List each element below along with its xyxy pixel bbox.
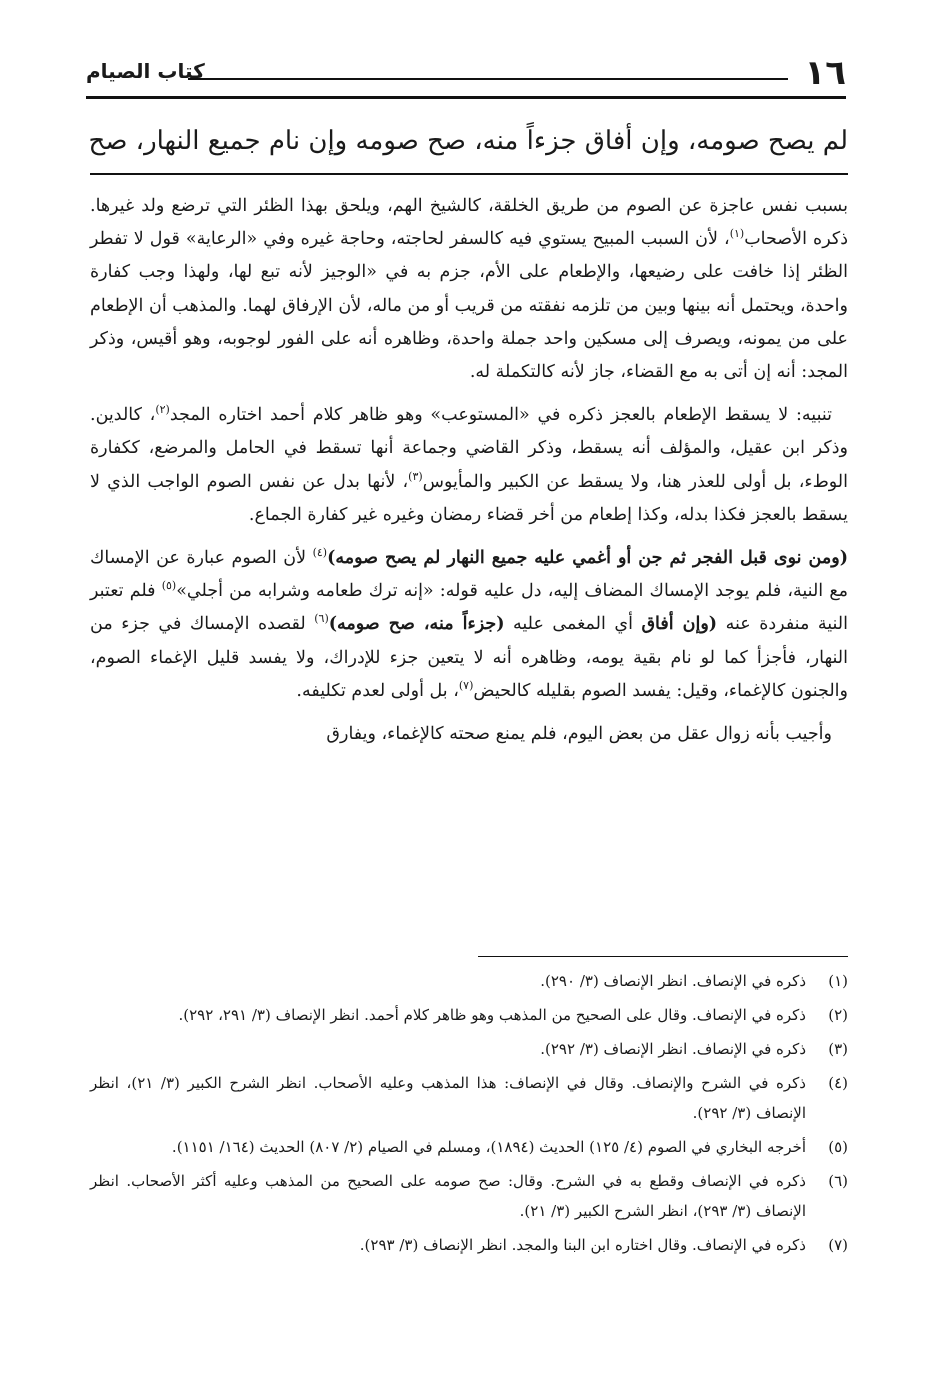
footnote-text: ذكره في الشرح والإنصاف. وقال في الإنصاف: هذا المذهب وعليه الأصحاب. انظر الشرح الكبير (٣/ ٢١)، انظر الإنصاف (٣/ ٢٩٢). (90, 1074, 806, 1122)
paragraph-3 (90, 542, 848, 708)
footnotes (90, 966, 848, 1264)
footnote-text: ذكره في الإنصاف. انظر الإنصاف (٣/ ٢٩٠). (540, 972, 806, 990)
paragraph-text: وأجيب بأنه زوال عقل من بعض اليوم، فلم يمنع صحته كالإغماء، ويفارق (326, 724, 832, 745)
paragraph-4 (90, 718, 848, 751)
footnote-ref[interactable]: (٢) (155, 403, 170, 417)
footnote-number: (٦) (828, 1172, 848, 1190)
footnote-item (90, 1230, 848, 1260)
paragraph-text: لأن الصوم عبارة عن الإمساك مع النية، فلم يوجد الإمساك المضاف إليه، دل عليه قوله: «إنه ترك طعامه وشرابه من أجلي» (90, 548, 849, 602)
matn-quote-bold: (جزءاً منه، صح صومه) (328, 614, 505, 635)
matn-quoted-line: لم يصح صومه، وإن أفاق جزءاً منه، صح صومه وإن نام جميع النهار، صح (88, 126, 848, 156)
paragraph-text: لقصده الإمساك في جزء من النهار، فأجزأ كما لو نام بقية يومه، وظاهره أنه لا يتعين جزء للإدراك، ولا يفسد قليل الإغماء الصوم، والجنون كالإغماء، وقيل: يفسد الصوم بقليله كالحيض (90, 614, 848, 701)
book-title: كتاب الصيام (86, 59, 205, 83)
footnote-item (90, 1068, 848, 1128)
footnote-number: (٣) (828, 1040, 848, 1058)
footnote-ref[interactable]: (٧) (458, 679, 474, 693)
paragraph-text: ، لأن السبب المبيح يستوي فيه كالسفر لحاجته، وحاجة غيره وفي «الرعاية» قول لا تفطر الظئر إذا خافت على رضيعها، والإطعام على الأم، جزم به في «الوجيز لأنه تبع لها، ولهذا وجب كفارة واحدة، ويحتمل أنه بينها وبين من تلزمه نفقته من قريب أو من ماله، لأن الإرفاق لهما. والمذهب أن الإطعام على من يمونه، ويصرف إلى مسكين واحد جملة واحدة، وظاهره أنه على الفور لوجوبه، وهو أقيس، وذكر المجد: أنه إن أتى به مع القضاء، جاز لأنه كالتكملة له. (90, 229, 848, 383)
footnote-item (90, 1000, 848, 1030)
footnote-text: ذكره في الإنصاف. وقال على الصحيح من المذهب وهو ظاهر كلام أحمد. انظر الإنصاف (٣/ ٢٩١، ٢٩٢). (178, 1006, 806, 1024)
header-title-rule (188, 78, 788, 80)
footnote-ref[interactable]: (٦) (314, 612, 329, 626)
footnote-divider (478, 956, 848, 957)
footnote-number: (٢) (828, 1006, 848, 1024)
footnote-ref[interactable]: (١) (729, 227, 745, 241)
footnote-text: ذكره في الإنصاف وقطع به في الشرح. وقال: صح صومه على الصحيح من المذهب وعليه أكثر الأصحاب. انظر الإنصاف (٣/ ٢٩٣)، انظر الشرح الكبير (٣/ ٢١). (90, 1172, 806, 1220)
paragraph-1 (90, 190, 848, 389)
paragraph-text: أي المغمى عليه (504, 614, 642, 635)
paragraph-text: بسبب نفس عاجزة عن الصوم من طريق الخلقة، كالشيخ الهم، ويلحق بهذا الظئر التي ترضع ولد غيرها. ذكره الأصحاب (90, 196, 848, 250)
footnote-number: (٥) (828, 1138, 848, 1156)
paragraph-text: ، بل أولى لعدم تكليفه. (296, 680, 459, 701)
footnote-ref[interactable]: (٥) (161, 579, 177, 593)
footnote-number: (٧) (828, 1236, 848, 1254)
footnote-item (90, 1132, 848, 1162)
matn-quote-bold: (ومن نوى قبل الفجر ثم جن أو أغمي عليه جميع النهار لم يصح صومه) (327, 548, 848, 569)
paragraph-text: ، لأنها بدل عن نفس الصوم الواجب الذي لا يسقط بالعجز فكذا بدله، وكذا إطعام من أخر قضاء رمضان وغيره غير كفارة الجماع. (90, 471, 848, 525)
paragraph-text: فلم تعتبر النية منفردة عنه (90, 581, 848, 635)
footnote-number: (١) (828, 972, 848, 990)
commentary-body (90, 190, 848, 751)
footnote-ref[interactable]: (٤) (312, 546, 328, 560)
matn-divider (90, 173, 848, 175)
footnote-text: ذكره في الإنصاف. انظر الإنصاف (٣/ ٢٩٢). (540, 1040, 806, 1058)
footnote-number: (٤) (828, 1074, 848, 1092)
header-rule (86, 96, 846, 99)
running-header (86, 52, 846, 100)
footnote-item (90, 966, 848, 996)
paragraph-text: تنبيه: لا يسقط الإطعام بالعجز ذكره في «المستوعب» وهو ظاهر كلام أحمد اختاره المجد (169, 405, 832, 426)
footnote-ref[interactable]: (٣) (408, 469, 423, 483)
paragraph-text: ، كالدين. وذكر ابن عقيل، والمؤلف أنه يسقط، وذكر القاضي وجماعة أنها تسقط في الحامل والمرضع، ككفارة الوطء، بل أولى للعذر هنا، ولا يسقط عن الكبير والمأيوس (90, 405, 849, 492)
footnote-text: أخرجه البخاري في الصوم (٤/ ١٢٥) الحديث (١٨٩٤)، ومسلم في الصيام (٢/ ٨٠٧) الحديث (١٦٤/ ١١٥١). (171, 1138, 806, 1156)
footnote-text: ذكره في الإنصاف. وقال اختاره ابن البنا والمجد. انظر الإنصاف (٣/ ٢٩٣). (359, 1236, 806, 1254)
paragraph-2 (90, 399, 848, 532)
footnote-item (90, 1166, 848, 1226)
footnote-item (90, 1034, 848, 1064)
matn-quote-bold: (وإن أفاق (641, 614, 718, 635)
page-number: ١٦ (804, 53, 846, 93)
